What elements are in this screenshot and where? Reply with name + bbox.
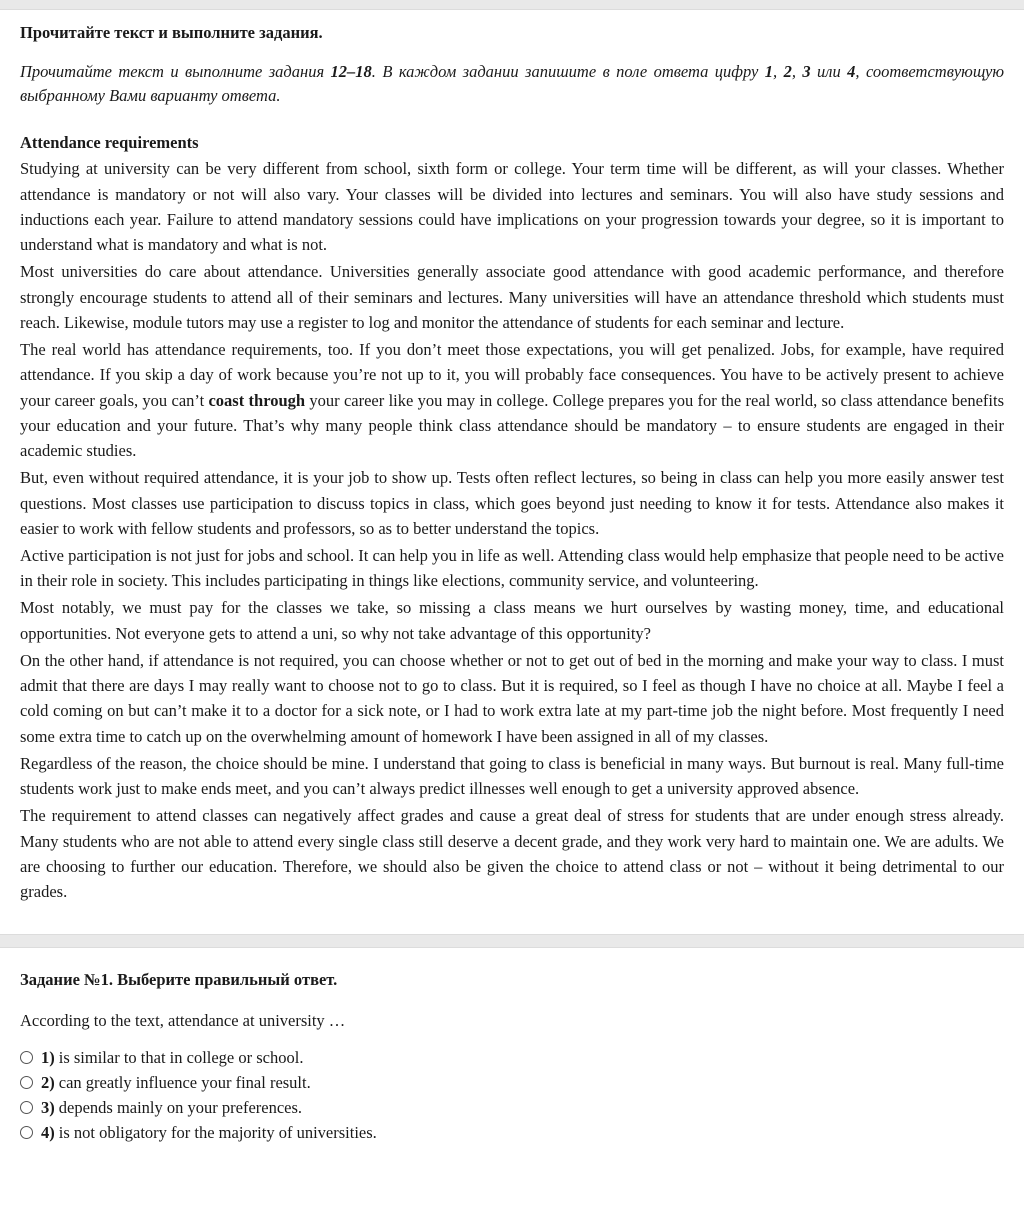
radio-button-icon[interactable] [20,1076,33,1089]
top-separator-bar [0,0,1024,10]
instruction-digit-1: 1 [764,61,774,81]
reading-text-section [0,23,1024,904]
option-label: is not obligatory for the majority of universities. [58,1123,377,1143]
instruction-digit-2: 2 [783,61,792,81]
section-divider [0,934,1024,948]
article-paragraph: Regardless of the reason, the choice should be mine. I understand that going to class is beneficial in many ways. But burnout is real. Many full-time students work just to make ends meet, and you can’t always predict illnesses well enough to get a university approved absence. [20,753,1004,799]
option-number: 1) [41,1048,55,1068]
option-number: 2) [41,1073,55,1093]
answer-option-4[interactable] [20,1121,1004,1145]
radio-button-icon[interactable] [20,1051,33,1064]
answer-option-2[interactable] [20,1071,1004,1095]
instruction-sep-2: , [791,61,803,81]
instruction-task-range: 12–18 [330,61,372,81]
bottom-spacer [20,1146,1004,1170]
paragraph-text-after-bold: your career like you may in college. College prepares you for the real world, so class attendance benefits your education and your future. That’s why many people think class attendance should be mandatory – to ensure students are engaged in their academic studies. [20,390,1004,461]
instruction-digit-3: 3 [802,61,811,81]
instruction-sep-1: , [773,61,784,81]
option-label: depends mainly on your preferences. [58,1098,303,1118]
instruction-before: Прочитайте текст и выполните задания [20,61,331,81]
article-paragraph: On the other hand, if attendance is not required, you can choose whether or not to get out of bed in the morning and make your way to class. I must admit that there are days I may really want to choose not to go to class. But it is required, so I feel as though I have no choice at all. Maybe I feel a cold coming on but can’t make it to a doctor for a sick note, or I had to work extra late at my part-time job the night before. Most frequently I need some extra time to catch up on the overwhelming amount of homework I have been assigned in all of my classes. [20,650,1004,746]
instruction-tail: , соответствующую выбранному Вами варианту ответа. [20,61,1005,105]
task-instruction [20,60,1004,108]
article-paragraph: But, even without required attendance, it is your job to show up. Tests often reflect lectures, so being in class can help you more easily answer test questions. Most classes use participation to discuss topics in class, which goes beyond just needing to know it for tests. Attendance also makes it easier to work with fellow students and professors, so as to better understand the topics. [20,468,1004,538]
instruction-digit-4: 4 [847,61,856,81]
option-label: can greatly influence your final result. [58,1073,311,1093]
task-title: Задание №1. Выберите правильный ответ. [20,970,338,990]
paragraph-text-before-bold: The real world has attendance requirements, too. If you don’t meet those expectations, you will get penalized. Jobs, for example, have required attendance. If you skip a day of work because you’re not up to it, you will probably face consequences. You have to be actively present to achieve your career goals, you can’t [20,340,1004,410]
bold-phrase: coast through [208,390,306,410]
article-title: Attendance requirements [20,133,199,153]
instruction-after: . В каждом задании запишите в поле ответа цифру [371,61,765,81]
option-number: 3) [41,1098,55,1118]
answer-options-list [20,1046,1004,1145]
instruction-sep-3: или [810,61,848,81]
option-label: is similar to that in college or school. [58,1048,304,1068]
question-stem: According to the text, attendance at university … [20,1011,346,1031]
option-number: 4) [41,1123,55,1143]
article-paragraph: Active participation is not just for jobs and school. It can help you in life as well. Attending class would help emphasize that people need to be active in their role in society. This includes participating in things like elections, community service, and volunteering. [20,545,1004,591]
article-paragraph: The requirement to attend classes can negatively affect grades and cause a great deal of stress for students that are under enough stress already. Many students who are not able to attend every single class still deserve a decent grade, and they work very hard to maintain one. We are adults. We are choosing to further our education. Therefore, we should also be given the choice to attend class or not – without it being detrimental to our grades. [20,806,1004,902]
article-paragraph: Studying at university can be very different from school, sixth form or college. Your term time will be different, as will your classes. Whether attendance is mandatory or not will also vary. Your classes will be divided into lectures and seminars. You will also have study sessions and inductions each year. Failure to attend mandatory sessions could have implications on your progression towards your degree, so it is important to understand what is mandatory and what is not. [20,159,1004,255]
article-paragraph: Most universities do care about attendance. Universities generally associate good attendance with good academic performance, and therefore strongly encourage students to attend all of their seminars and lectures. Many universities will have an attendance threshold which students must reach. Likewise, module tutors may use a register to log and monitor the attendance of students for each seminar and lecture. [20,262,1004,332]
radio-button-icon[interactable] [20,1101,33,1114]
article-paragraph-with-highlight [20,337,1004,463]
article-paragraph: Most notably, we must pay for the classes we take, so missing a class means we hurt ourselves by wasting money, time, and educational opportunities. Not everyone gets to attend a uni, so why not take advantage of this opportunity? [20,598,1004,643]
answer-option-1[interactable] [20,1046,1004,1070]
page-title: Прочитайте текст и выполните задания. [20,23,323,42]
answer-option-3[interactable] [20,1096,1004,1120]
task-section [0,970,1024,1170]
radio-button-icon[interactable] [20,1126,33,1139]
